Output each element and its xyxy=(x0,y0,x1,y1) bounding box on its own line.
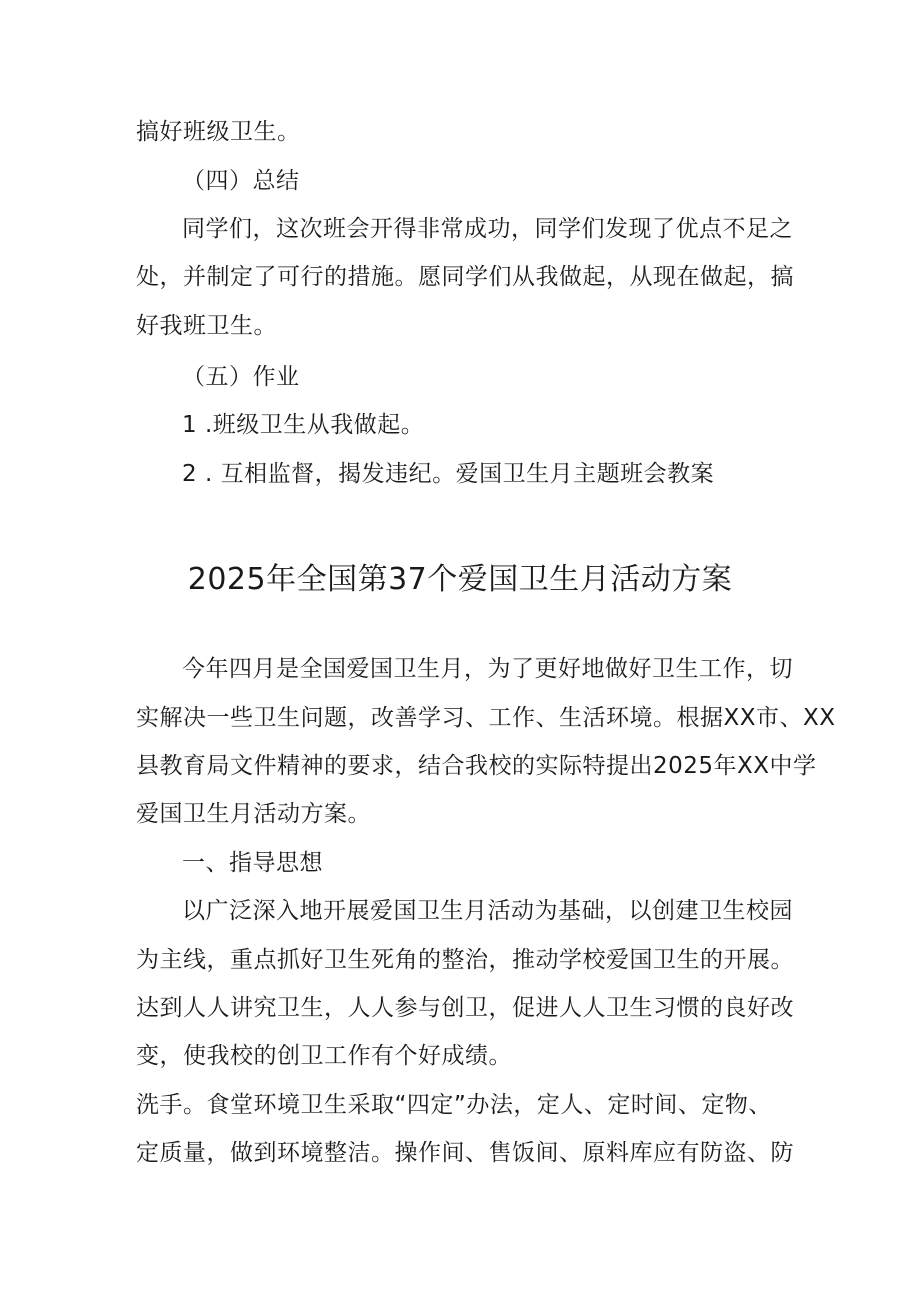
paragraph-line: 为主线，重点抓好卫生死角的整治，推动学校爱国卫生的开展。 xyxy=(136,947,794,973)
paragraph-line: 洗手。食堂环境卫生采取“四定”办法，定人、定时间、定物、 xyxy=(136,1092,772,1118)
paragraph-line: 以广泛深入地开展爱国卫生月活动为基础，以创建卫生校园 xyxy=(182,898,793,924)
paragraph-line: 好我班卫生。 xyxy=(136,313,277,339)
paragraph-line: 县教育局文件精神的要求，结合我校的实际特提出2025年XX中学 xyxy=(136,753,817,779)
paragraph-line: 变，使我校的创卫工作有个好成绩。 xyxy=(136,1043,512,1069)
paragraph-line: 实解决一些卫生问题，改善学习、工作、生活环境。根据XX市、XX xyxy=(136,705,836,731)
paragraph-line: 同学们，这次班会开得非常成功，同学们发现了优点不足之 xyxy=(182,216,793,242)
section-heading-homework: （五）作业 xyxy=(182,364,300,390)
list-item: 1 .班级卫生从我做起。 xyxy=(182,412,425,438)
document-title: 2025年全国第37个爱国卫生月活动方案 xyxy=(187,562,733,597)
section-heading-guiding-ideology: 一、指导思想 xyxy=(182,850,323,876)
paragraph-line: 今年四月是全国爱国卫生月，为了更好地做好卫生工作，切 xyxy=(182,656,793,682)
list-item: 2 . 互相监督，揭发违纪。爱国卫生月主题班会教案 xyxy=(182,461,715,487)
paragraph-line: 处，并制定了可行的措施。愿同学们从我做起，从现在做起，搞 xyxy=(136,264,794,290)
paragraph-line: 搞好班级卫生。 xyxy=(136,119,301,145)
paragraph-line: 达到人人讲究卫生，人人参与创卫，促进人人卫生习惯的良好改 xyxy=(136,995,794,1021)
section-heading-summary: （四）总结 xyxy=(182,168,300,194)
paragraph-line: 爱国卫生月活动方案。 xyxy=(136,801,371,827)
paragraph-line: 定质量，做到环境整洁。操作间、售饭间、原料库应有防盗、防 xyxy=(136,1140,794,1166)
